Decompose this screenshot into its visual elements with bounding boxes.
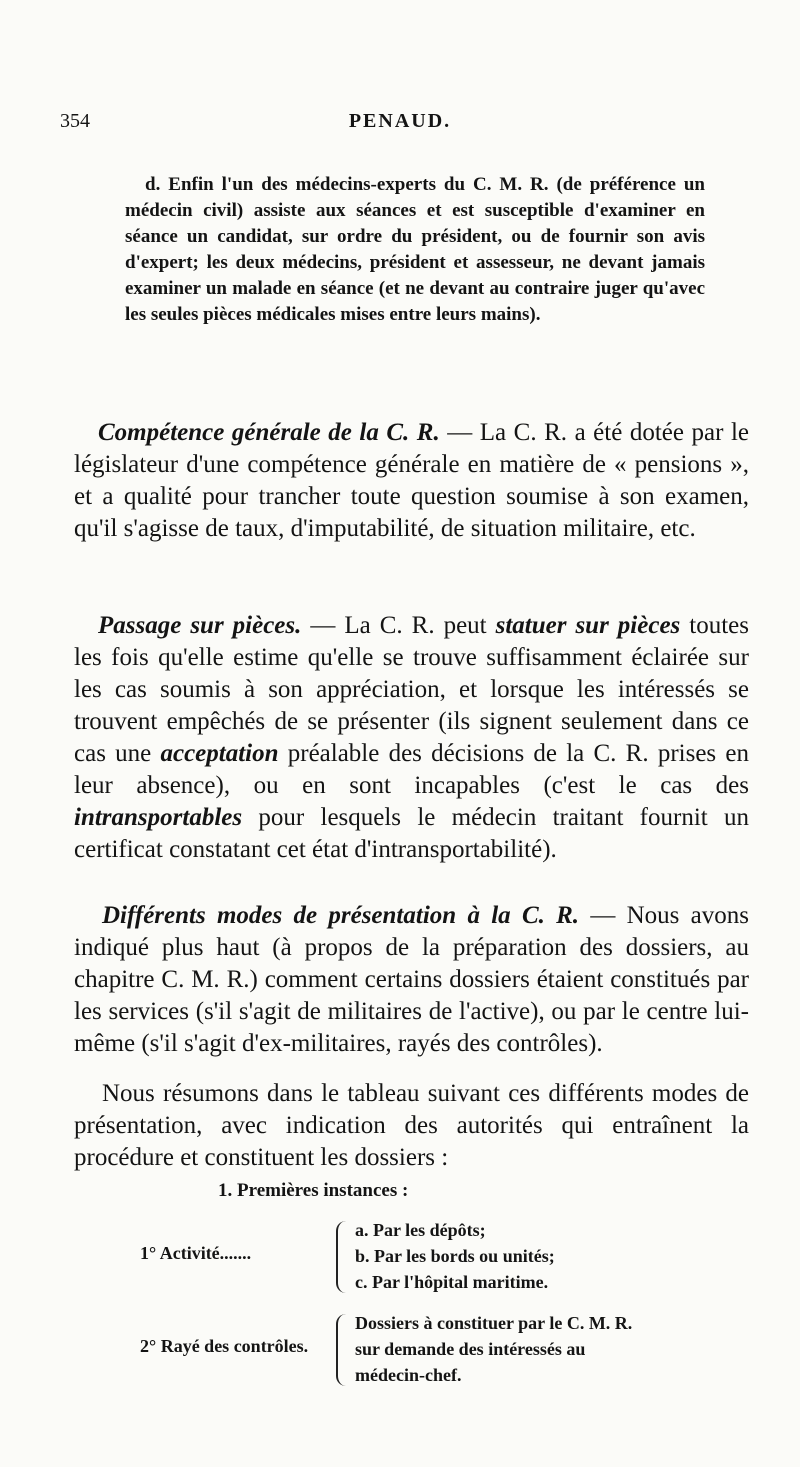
section-title-modes: Différents modes de présentation à la C. R. (102, 902, 580, 929)
passage-emphasis-statuer: statuer sur pièces (495, 612, 681, 639)
row-item: sur demande des intéressés au (355, 1339, 586, 1359)
page-number: 354 (60, 110, 90, 132)
row-item: b. Par les bords ou unités; (355, 1246, 555, 1266)
section-title-competence: Compétence générale de la C. R. (98, 419, 440, 446)
table-row-activite (100, 1217, 750, 1297)
passage-text-2: toutes les fois qu'elle estime qu'elle se trouve suffisamment éclairée sur les cas soumis à son appréciation, et lorsque les intéressés se trouvent empêchés de se présenter (ils signent seulement dans ce cas une (74, 612, 749, 767)
competence-body: — La C. R. a été dotée par le législateur d'une compétence générale en matière de « pensions », et a qualité pour trancher toute question soumise à son examen, qu'il s'agisse de taux, d'imputabilité, de situation militaire, etc. (74, 419, 749, 542)
row-item: médecin-chef. (355, 1365, 462, 1385)
brace-raye (336, 1314, 348, 1386)
paragraph-passage-sur-pieces (74, 610, 749, 866)
row-item: a. Par les dépôts; (355, 1220, 486, 1240)
passage-text-4: pour lesquels le médecin traitant fournit un certificat constatant cet état d'intransportabilité). (74, 804, 749, 863)
row-item: Dossiers à constituer par le C. M. R. (355, 1313, 633, 1333)
running-title: PENAUD. (348, 110, 452, 132)
paragraph-modes-presentation (74, 900, 749, 1060)
page-header (60, 110, 740, 140)
row-label-activite: 1° Activité....... (140, 1243, 252, 1263)
passage-text-1: — La C. R. peut (301, 612, 496, 639)
passage-emphasis-acceptation: acceptation (160, 740, 279, 767)
paragraph-resume: Nous résumons dans le tableau suivant ces différents modes de présentation, avec indication des autorités qui entraînent la procédure et constituent les dossiers : (74, 1080, 749, 1171)
passage-emphasis-intransportables: intransportables (74, 804, 243, 831)
brace-activite (336, 1221, 348, 1293)
passage-text-3: préalable des décisions de la C. R. prises en leur absence), ou en sont incapables (c'est le cas des (74, 740, 749, 799)
table-row-raye-des-controles (100, 1310, 750, 1390)
modes-body: — Nous avons indiqué plus haut (à propos de la préparation des dossiers, au chapitre C. M. R.) comment certains dossiers étaient constitués par les services (s'il s'agit de militaires de l'active), ou par le centre lui-même (s'il s'agit d'ex-militaires, rayés des contrôles). (74, 902, 749, 1057)
row-label-raye: 2° Rayé des contrôles. (140, 1336, 309, 1356)
row-items-activite (355, 1217, 555, 1295)
row-item: c. Par l'hôpital maritime. (355, 1272, 549, 1292)
paragraph-competence (74, 417, 749, 545)
paragraph-point-d: d. Enfin l'un des médecins-experts du C. M. R. (de préférence un médecin civil) assiste aux séances et est susceptible d'examiner en séance un candidat, sur ordre du président, ou de fournir son avis d'expert; les deux médecins, président et assesseur, ne devant jamais examiner un malade en séance (et ne devant au contraire juger qu'avec les seules pièces médicales mises entre leurs mains). (125, 174, 705, 325)
table-heading: 1. Premières instances : (218, 1180, 409, 1201)
section-title-passage: Passage sur pièces. (98, 612, 302, 639)
row-items-raye (355, 1310, 632, 1388)
